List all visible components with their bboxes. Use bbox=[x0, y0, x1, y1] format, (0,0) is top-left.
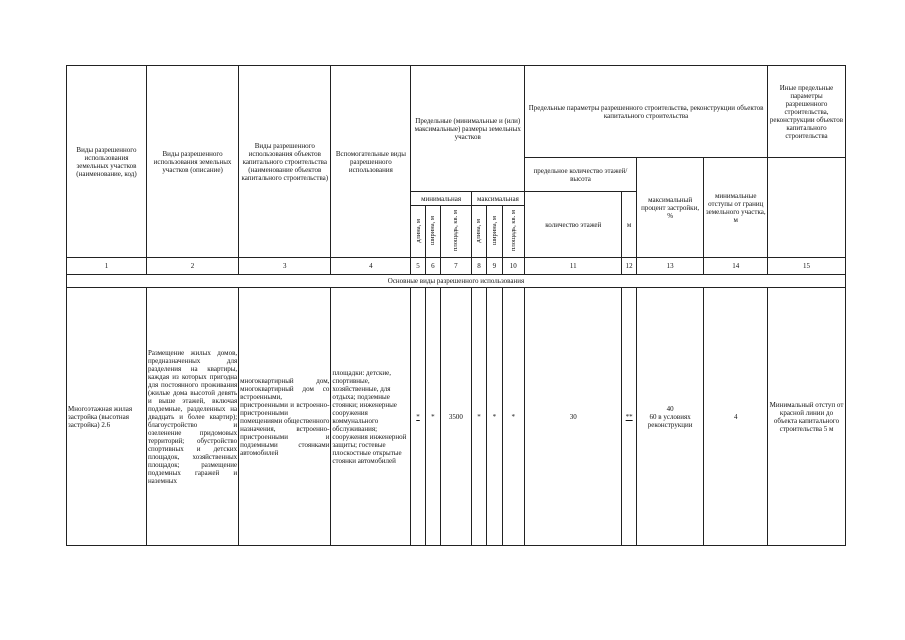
cell-max-percent: 40 60 в условиях реконструкции bbox=[636, 288, 704, 546]
column-number: 11 bbox=[525, 258, 622, 275]
cell-max-area: * bbox=[502, 288, 525, 546]
header-min-length: длина, м bbox=[411, 206, 425, 258]
column-number: 3 bbox=[239, 258, 331, 275]
header-floors-height: предельное количество этажей/высота bbox=[525, 158, 637, 192]
cell-other-parameters: Минимальный отступ от красной линии до объекта капитального строительства 5 м bbox=[768, 288, 846, 546]
column-number: 12 bbox=[622, 258, 636, 275]
cell-height-meters: ** bbox=[622, 288, 636, 546]
column-numbers-row bbox=[67, 258, 846, 275]
header-max-area: площадь, кв. м bbox=[502, 206, 525, 258]
cell-floors-count: 30 bbox=[525, 288, 622, 546]
header-min-width: ширина, м bbox=[425, 206, 440, 258]
column-number: 13 bbox=[636, 258, 704, 275]
column-number: 7 bbox=[441, 258, 472, 275]
header-min-area: площадь, кв. м bbox=[441, 206, 472, 258]
header-min-offsets: минимальные отступы от границ земельного участка, м bbox=[704, 158, 768, 258]
cell-max-length: * bbox=[471, 288, 486, 546]
column-number: 6 bbox=[425, 258, 440, 275]
header-building-use-types: Виды разрешенного использования объектов капитального строительства (наименование объектов капитального строительства) bbox=[239, 66, 331, 258]
section-row bbox=[67, 275, 846, 288]
cell-max-width: * bbox=[487, 288, 502, 546]
header-max-length: длина, м bbox=[471, 206, 486, 258]
header-floors-count: количество этажей bbox=[525, 192, 622, 258]
header-max-building-percent: максимальный процент застройки, % bbox=[636, 158, 704, 258]
cell-min-offsets: 4 bbox=[704, 288, 768, 546]
table-row bbox=[67, 288, 846, 546]
column-number: 8 bbox=[471, 258, 486, 275]
header-max-width: ширина, м bbox=[487, 206, 502, 258]
header-construction-parameters: Предельные параметры разрешенного строительства, реконструкции объектов капитального строительства bbox=[525, 66, 768, 158]
header-maximum: максимальная bbox=[471, 192, 524, 206]
header-other-parameters: Иные предельные параметры разрешенного строительства, реконструкции объектов капитального строительства bbox=[768, 66, 846, 158]
cell-min-width: * bbox=[425, 288, 440, 546]
cell-min-area: 3500 bbox=[441, 288, 472, 546]
cell-building-types: многоквартирный дом, многоквартирный дом со встроенными, пристроенными и встроенно-пристроенными помещениями общественного назначения, встроенно-пристроенными и подземными стоянками автомобилей bbox=[239, 288, 331, 546]
section-title: Основные виды разрешенного использования bbox=[67, 275, 846, 288]
column-number: 5 bbox=[411, 258, 425, 275]
column-number: 10 bbox=[502, 258, 525, 275]
column-number: 9 bbox=[487, 258, 502, 275]
header-minimum: минимальная bbox=[411, 192, 471, 206]
zoning-parameters-table bbox=[66, 65, 846, 546]
cell-land-use-name: Многоэтажная жилая застройка (высотная застройка) 2.6 bbox=[67, 288, 147, 546]
cell-auxiliary-uses: площадки: детские, спортивные, хозяйственные, для отдыха; подземные стоянки; инженерные сооружения коммунального обслуживания; сооружения инженерной защиты; гостевые плоскостные открытые стоянки автомобилей bbox=[331, 288, 411, 546]
header-land-plot-size-limits: Предельные (минимальные и (или) максимальные) размеры земельных участков bbox=[411, 66, 525, 192]
cell-land-use-description: Размещение жилых домов, предназначенных для разделения на квартиры, каждая из которых пригодна для постоянного проживания (жилые дома высотой девять и выше этажей, включая подземные, разделенных на двадцать и более квартир); благоустройство и озеленение придомовых территорий; обустройство спортивных и детских площадок, хозяйственных площадок; размещение подземных гаражей и наземных bbox=[146, 288, 238, 546]
column-number: 4 bbox=[331, 258, 411, 275]
column-number: 2 bbox=[146, 258, 238, 275]
header-land-use-description: Виды разрешенного использования земельных участков (описание) bbox=[146, 66, 238, 258]
column-number: 15 bbox=[768, 258, 846, 275]
column-number: 14 bbox=[704, 258, 768, 275]
column-number: 1 bbox=[67, 258, 147, 275]
header-other-empty bbox=[768, 158, 846, 258]
header-land-use-types: Виды разрешенного использования земельных участков (наименование, код) bbox=[67, 66, 147, 258]
header-height-meters: м bbox=[622, 192, 636, 258]
header-auxiliary-use-types: Вспомогательные виды разрешенного использования bbox=[331, 66, 411, 258]
cell-min-length: * bbox=[411, 288, 425, 546]
